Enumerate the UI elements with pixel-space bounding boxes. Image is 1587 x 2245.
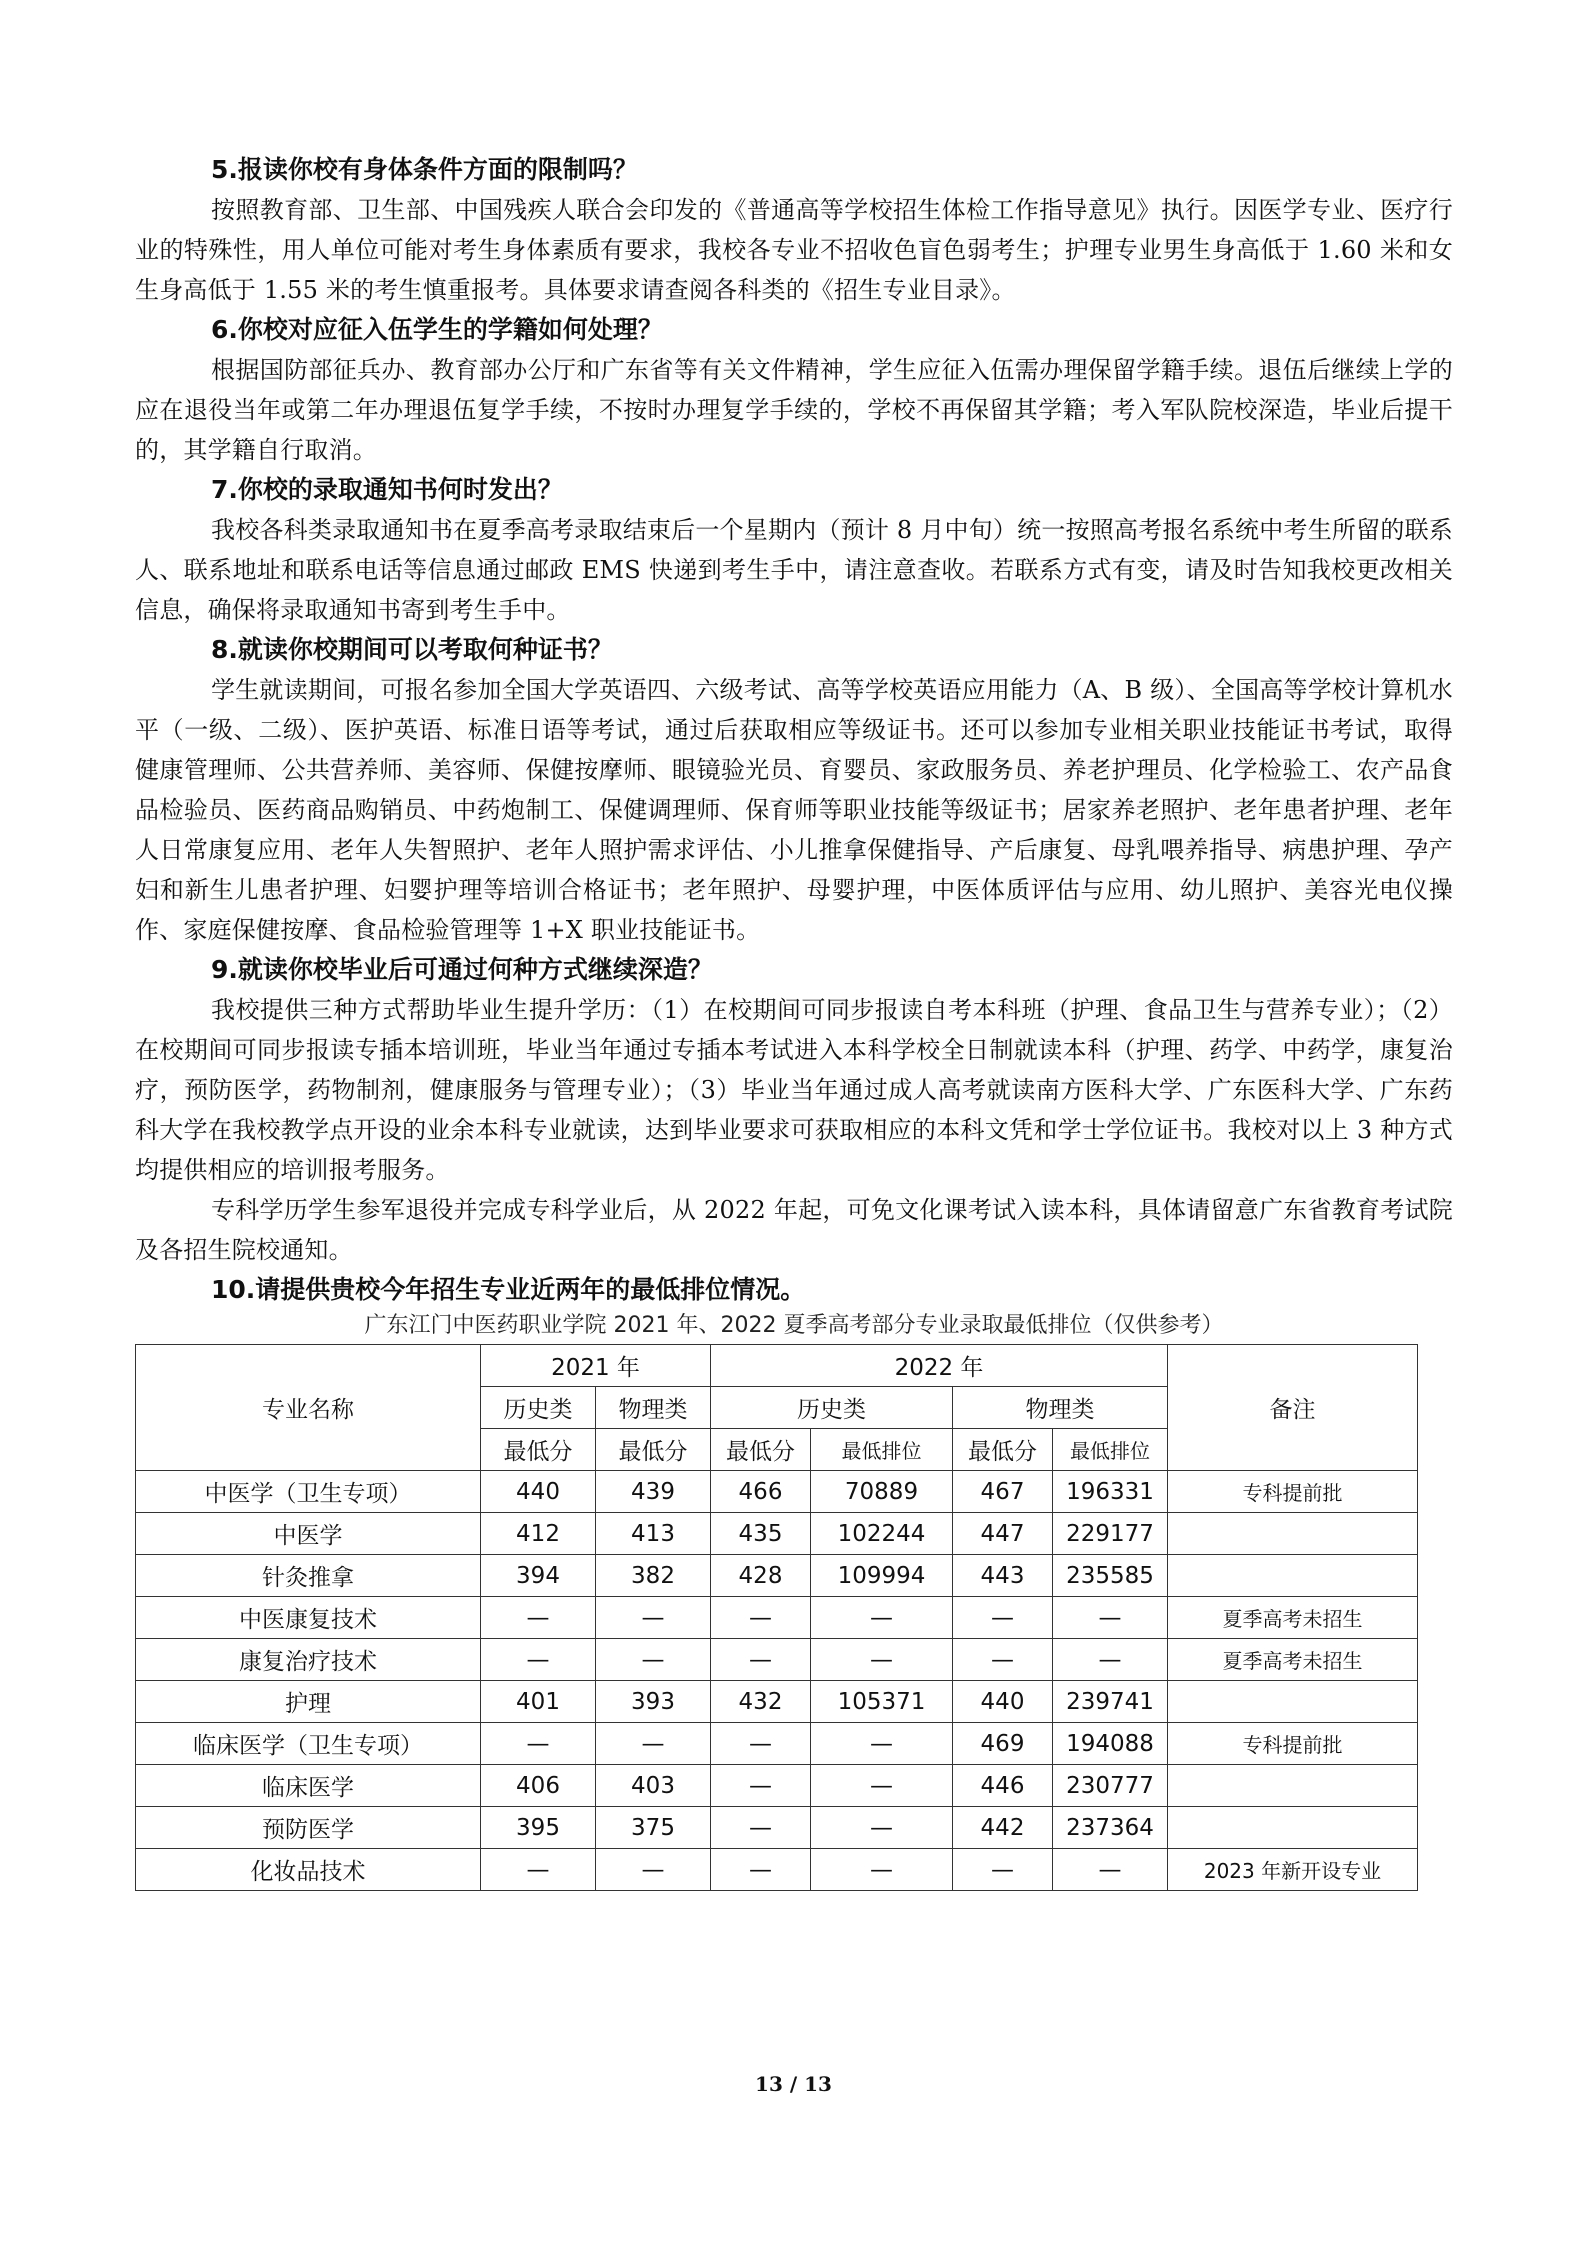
page-number: 13 / 13 (755, 2072, 832, 2096)
value-cell: 196331 (1053, 1471, 1168, 1513)
answer-paragraph: 根据国防部征兵办、教育部办公厅和广东省等有关文件精神，学生应征入伍需办理保留学籍手续。退伍后继续上学的应在退役当年或第二年办理退伍复学手续，不按时办理复学手续的，学校不再保留其学籍；考入军队院校深造，毕业后提干的，其学籍自行取消。 (135, 356, 1453, 464)
value-cell: — (711, 1597, 811, 1639)
value-cell: 109994 (811, 1555, 953, 1597)
value-cell: 70889 (811, 1471, 953, 1513)
value-cell: — (953, 1849, 1053, 1891)
table-row (136, 1513, 1418, 1555)
value-cell: 394 (481, 1555, 596, 1597)
question-heading: 7.你校的录取通知书何时发出？ (211, 475, 563, 504)
value-cell: 440 (953, 1681, 1053, 1723)
value-cell: 375 (596, 1807, 711, 1849)
value-cell: — (811, 1765, 953, 1807)
value-cell: 428 (711, 1555, 811, 1597)
value-cell: — (811, 1597, 953, 1639)
value-cell: 432 (711, 1681, 811, 1723)
note-cell (1168, 1681, 1418, 1723)
header-min-score: 最低分 (481, 1429, 596, 1471)
table-row (136, 1849, 1418, 1891)
value-cell: 395 (481, 1807, 596, 1849)
value-cell: 467 (953, 1471, 1053, 1513)
answer-paragraph: 我校各科类录取通知书在夏季高考录取结束后一个星期内（预计 8 月中旬）统一按照高考报名系统中考生所留的联系人、联系地址和联系电话等信息通过邮政 EMS 快递到考生手中，请注意查收。若联系方式有变，请及时告知我校更改相关信息，确保将录取通知书寄到考生手中。 (135, 516, 1453, 624)
value-cell: — (596, 1849, 711, 1891)
header-note: 备注 (1168, 1345, 1418, 1471)
admission-rank-table (135, 1344, 1418, 1891)
value-cell: — (481, 1849, 596, 1891)
value-cell: 406 (481, 1765, 596, 1807)
note-cell: 夏季高考未招生 (1168, 1639, 1418, 1681)
header-min-rank: 最低排位 (1053, 1429, 1168, 1471)
value-cell: — (811, 1723, 953, 1765)
note-cell: 专科提前批 (1168, 1723, 1418, 1765)
header-min-score: 最低分 (711, 1429, 811, 1471)
value-cell: 469 (953, 1723, 1053, 1765)
value-cell: 229177 (1053, 1513, 1168, 1555)
value-cell: 194088 (1053, 1723, 1168, 1765)
question-heading: 6.你校对应征入伍学生的学籍如何处理？ (211, 315, 663, 344)
note-cell (1168, 1513, 1418, 1555)
table-row (136, 1723, 1418, 1765)
value-cell: 102244 (811, 1513, 953, 1555)
header-year-2022: 2022 年 (711, 1345, 1168, 1387)
header-2022-physics: 物理类 (953, 1387, 1168, 1429)
answer-paragraph: 专科学历学生参军退役并完成专科学业后，从 2022 年起，可免文化课考试入读本科，具体请留意广东省教育考试院及各招生院校通知。 (135, 1196, 1453, 1264)
value-cell: 412 (481, 1513, 596, 1555)
question-heading: 5.报读你校有身体条件方面的限制吗？ (211, 155, 638, 184)
header-2021-physics: 物理类 (596, 1387, 711, 1429)
note-cell (1168, 1555, 1418, 1597)
table-row (136, 1765, 1418, 1807)
major-name-cell: 中医康复技术 (136, 1597, 481, 1639)
value-cell: — (953, 1639, 1053, 1681)
value-cell: 466 (711, 1471, 811, 1513)
note-cell: 夏季高考未招生 (1168, 1597, 1418, 1639)
table-row (136, 1471, 1418, 1513)
value-cell: 435 (711, 1513, 811, 1555)
value-cell: 393 (596, 1681, 711, 1723)
value-cell: — (711, 1765, 811, 1807)
major-name-cell: 预防医学 (136, 1807, 481, 1849)
header-year-2021: 2021 年 (481, 1345, 711, 1387)
value-cell: 401 (481, 1681, 596, 1723)
major-name-cell: 化妆品技术 (136, 1849, 481, 1891)
table-row (136, 1681, 1418, 1723)
major-name-cell: 临床医学（卫生专项） (136, 1723, 481, 1765)
value-cell: — (811, 1639, 953, 1681)
value-cell: — (711, 1639, 811, 1681)
header-major: 专业名称 (136, 1345, 481, 1471)
value-cell: 443 (953, 1555, 1053, 1597)
value-cell: 413 (596, 1513, 711, 1555)
header-min-score: 最低分 (953, 1429, 1053, 1471)
header-min-rank: 最低排位 (811, 1429, 953, 1471)
value-cell: 105371 (811, 1681, 953, 1723)
value-cell: 447 (953, 1513, 1053, 1555)
value-cell: 440 (481, 1471, 596, 1513)
value-cell: 382 (596, 1555, 711, 1597)
value-cell: — (811, 1807, 953, 1849)
value-cell: — (711, 1849, 811, 1891)
table-row (136, 1555, 1418, 1597)
question-heading: 8.就读你校期间可以考取何种证书？ (211, 635, 613, 664)
value-cell: — (481, 1597, 596, 1639)
table-caption: 广东江门中医药职业学院 2021 年、2022 夏季高考部分专业录取最低排位（仅供参考） (364, 1313, 1224, 1338)
table-row (136, 1807, 1418, 1849)
answer-paragraph: 学生就读期间，可报名参加全国大学英语四、六级考试、高等学校英语应用能力（A、B 级）、全国高等学校计算机水平（一级、二级）、医护英语、标准日语等考试，通过后获取相应等级证书。还可以参加专业相关职业技能证书考试，取得健康管理师、公共营养师、美容师、保健按摩师、眼镜验光员、育婴员、家政服务员、养老护理员、化学检验工、农产品食品检验员、医药商品购销员、中药炮制工、保健调理师、保育师等职业技能等级证书；居家养老照护、老年患者护理、老年人日常康复应用、老年人失智照护、老年人照护需求评估、小儿推拿保健指导、产后康复、母乳喂养指导、病患护理、孕产妇和新生儿患者护理、妇婴护理等培训合格证书；老年照护、母婴护理，中医体质评估与应用、幼儿照护、美容光电仪操作、家庭保健按摩、食品检验管理等 1+X 职业技能证书。 (135, 676, 1453, 944)
value-cell: 235585 (1053, 1555, 1168, 1597)
major-name-cell: 中医学 (136, 1513, 481, 1555)
value-cell: — (1053, 1639, 1168, 1681)
answer-paragraph: 按照教育部、卫生部、中国残疾人联合会印发的《普通高等学校招生体检工作指导意见》执行。因医学专业、医疗行业的特殊性，用人单位可能对考生身体素质有要求，我校各专业不招收色盲色弱考生；护理专业男生身高低于 1.60 米和女生身高低于 1.55 米的考生慎重报考。具体要求请查阅各科类的《招生专业目录》。 (135, 196, 1453, 304)
value-cell: 446 (953, 1765, 1053, 1807)
value-cell: — (481, 1639, 596, 1681)
value-cell: — (1053, 1597, 1168, 1639)
major-name-cell: 中医学（卫生专项） (136, 1471, 481, 1513)
major-name-cell: 临床医学 (136, 1765, 481, 1807)
note-cell (1168, 1807, 1418, 1849)
document-body (135, 150, 1453, 1342)
table-row (136, 1639, 1418, 1681)
value-cell: — (596, 1597, 711, 1639)
value-cell: 237364 (1053, 1807, 1168, 1849)
value-cell: — (1053, 1849, 1168, 1891)
value-cell: 442 (953, 1807, 1053, 1849)
major-name-cell: 护理 (136, 1681, 481, 1723)
value-cell: 439 (596, 1471, 711, 1513)
value-cell: — (811, 1849, 953, 1891)
header-2021-history: 历史类 (481, 1387, 596, 1429)
value-cell: — (711, 1807, 811, 1849)
value-cell: 230777 (1053, 1765, 1168, 1807)
question-heading: 10.请提供贵校今年招生专业近两年的最低排位情况。 (211, 1275, 806, 1304)
header-2022-history: 历史类 (711, 1387, 953, 1429)
major-name-cell: 针灸推拿 (136, 1555, 481, 1597)
major-name-cell: 康复治疗技术 (136, 1639, 481, 1681)
note-cell: 2023 年新开设专业 (1168, 1849, 1418, 1891)
value-cell: 239741 (1053, 1681, 1168, 1723)
value-cell: — (481, 1723, 596, 1765)
header-min-score: 最低分 (596, 1429, 711, 1471)
answer-paragraph: 我校提供三种方式帮助毕业生提升学历：（1）在校期间可同步报读自考本科班（护理、食品卫生与营养专业）；（2）在校期间可同步报读专插本培训班，毕业当年通过专插本考试进入本科学校全日制就读本科（护理、药学、中药学，康复治疗，预防医学，药物制剂，健康服务与管理专业）；（3）毕业当年通过成人高考就读南方医科大学、广东医科大学、广东药科大学在我校教学点开设的业余本科专业就读，达到毕业要求可获取相应的本科文凭和学士学位证书。我校对以上 3 种方式均提供相应的培训报考服务。 (135, 996, 1453, 1184)
question-heading: 9.就读你校毕业后可通过何种方式继续深造？ (211, 955, 713, 984)
note-cell (1168, 1765, 1418, 1807)
value-cell: — (953, 1597, 1053, 1639)
value-cell: — (596, 1639, 711, 1681)
value-cell: — (711, 1723, 811, 1765)
note-cell: 专科提前批 (1168, 1471, 1418, 1513)
value-cell: — (596, 1723, 711, 1765)
table-row (136, 1597, 1418, 1639)
value-cell: 403 (596, 1765, 711, 1807)
